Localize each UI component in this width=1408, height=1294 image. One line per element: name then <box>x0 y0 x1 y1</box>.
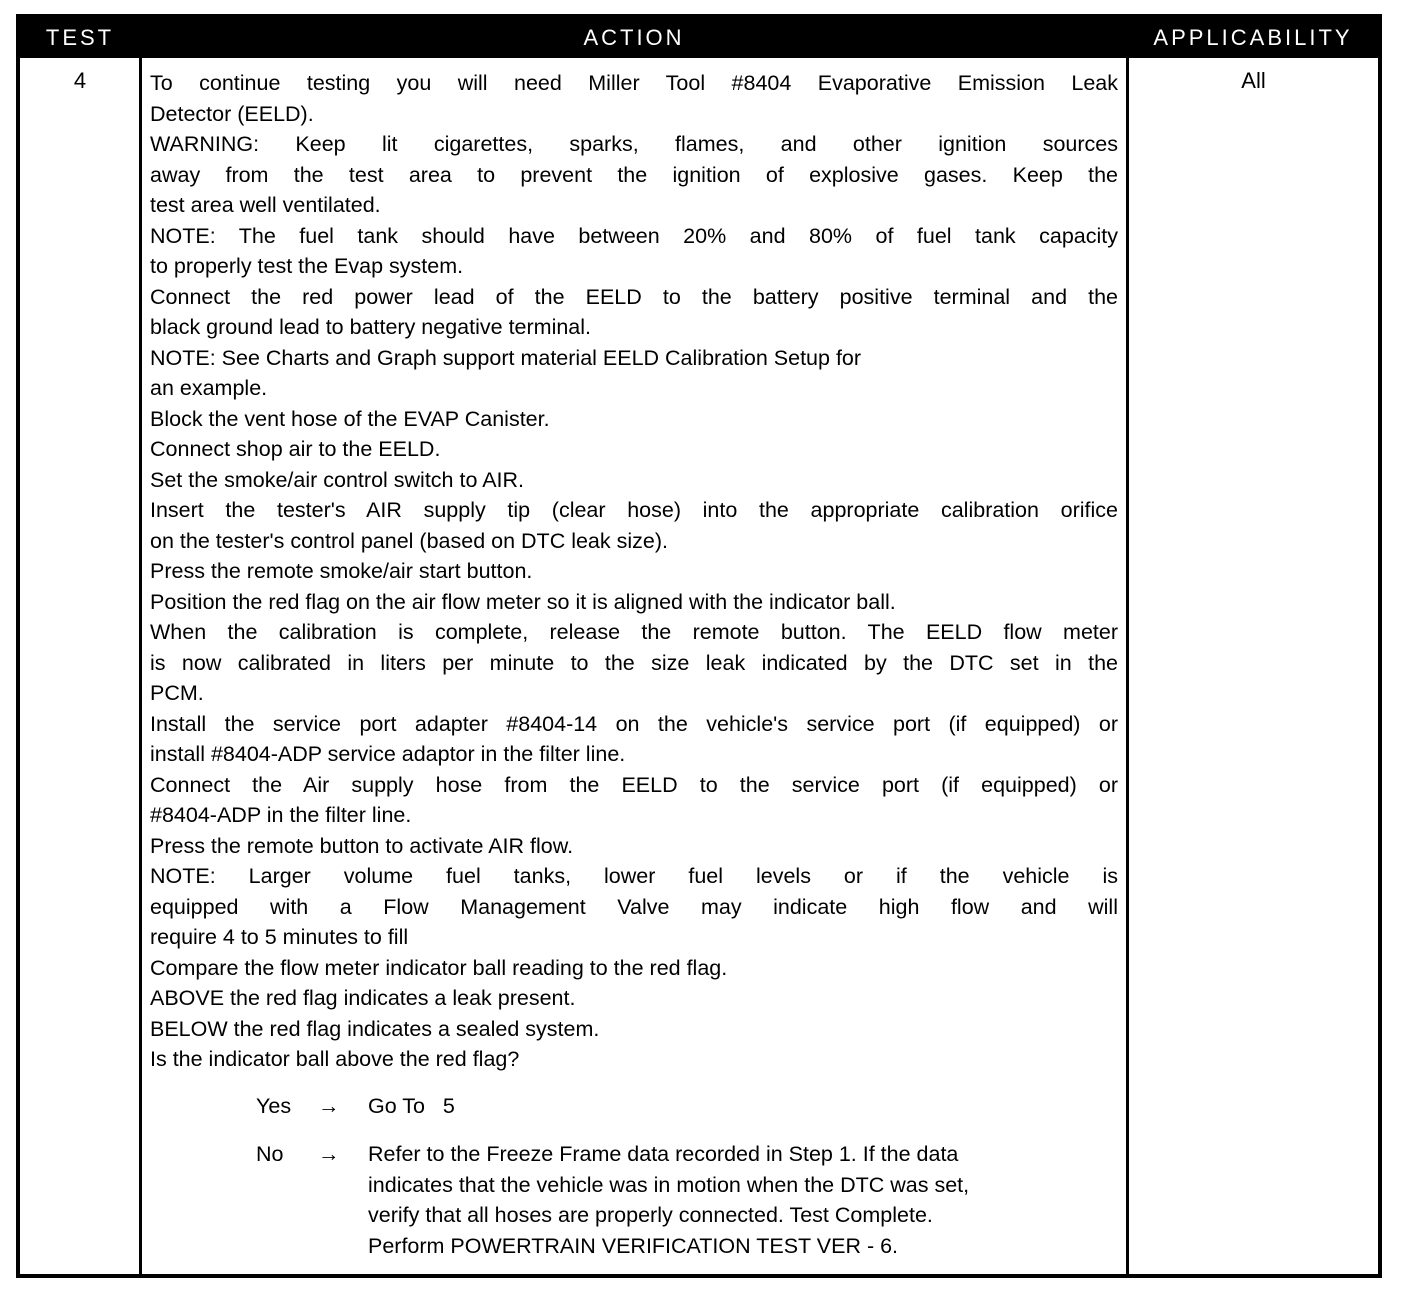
action-line: NOTE: See Charts and Graph support material EELD Calibration Setup for <box>150 345 862 370</box>
action-cell <box>150 68 1118 1279</box>
answer-text <box>368 1091 1118 1122</box>
action-line: black ground lead to battery negative terminal. <box>150 315 592 339</box>
action-line: Press the remote button to activate AIR flow. <box>150 833 574 858</box>
action-line: Connect the Air supply hose from the EELD to the service port (if equipped) or <box>150 772 1118 797</box>
answer-text <box>368 1139 1118 1261</box>
answer-yes <box>150 1091 1118 1122</box>
answer-branches <box>150 1091 1118 1262</box>
answer-line: Refer to the Freeze Frame data recorded in Step 1. If the data <box>368 1142 959 1166</box>
answer-label: Yes <box>256 1093 292 1118</box>
column-divider <box>1126 58 1129 1274</box>
diagnostic-test-table <box>16 14 1382 1278</box>
action-line: install #8404-ADP service adaptor in the filter line. <box>150 742 626 766</box>
action-line: Block the vent hose of the EVAP Canister. <box>150 406 550 431</box>
header-action: ACTION <box>583 25 685 50</box>
action-line: BELOW the red flag indicates a sealed system. <box>150 1016 600 1041</box>
action-line: Set the smoke/air control switch to AIR. <box>150 467 525 492</box>
answer-no <box>150 1139 1118 1261</box>
header-test: TEST <box>45 25 115 50</box>
action-line: Install the service port adapter #8404-14 on the vehicle's service port (if equipped) or <box>150 711 1118 736</box>
action-line: to properly test the Evap system. <box>150 254 464 278</box>
action-line: Connect shop air to the EELD. <box>150 437 441 461</box>
column-divider <box>139 58 142 1274</box>
test-number: 4 <box>73 68 87 93</box>
action-line: NOTE: Larger volume fuel tanks, lower fuel levels or if the vehicle is <box>150 864 1118 888</box>
action-line: is now calibrated in liters per minute to the size leak indicated by the DTC set in the <box>150 650 1118 675</box>
action-line: test area well ventilated. <box>150 193 381 217</box>
answer-line: Go To 5 <box>368 1093 455 1118</box>
action-line: on the tester's control panel (based on DTC leak size). <box>150 528 668 553</box>
action-line: Position the red flag on the air flow meter so it is aligned with the indicator ball. <box>150 589 896 614</box>
action-line: Connect the red power lead of the EELD to the battery positive terminal and the <box>150 284 1118 309</box>
action-line: PCM. <box>150 681 204 705</box>
action-line: WARNING: Keep lit cigarettes, sparks, flames, and other ignition sources <box>150 132 1118 156</box>
header-applicability: APPLICABILITY <box>1153 25 1353 50</box>
action-line: Detector (EELD). <box>150 101 314 126</box>
action-line: Press the remote smoke/air start button. <box>150 559 533 583</box>
answer-line: verify that all hoses are properly connected. Test Complete. <box>368 1203 933 1227</box>
action-line: ABOVE the red flag indicates a leak present. <box>150 986 576 1010</box>
action-line: #8404-ADP in the filter line. <box>150 803 412 827</box>
action-line: To continue testing you will need Miller Tool #8404 Evaporative Emission Leak <box>150 71 1118 95</box>
arrow-right-icon: → <box>318 1142 340 1166</box>
answer-label: No <box>256 1142 284 1166</box>
action-line: equipped with a Flow Management Valve may indicate high flow and will <box>150 894 1118 919</box>
applicability-value: All <box>1241 68 1266 93</box>
action-line: When the calibration is complete, release the remote button. The EELD flow meter <box>150 620 1118 644</box>
action-line: require 4 to 5 minutes to fill <box>150 925 409 949</box>
action-line: NOTE: The fuel tank should have between 20% and 80% of fuel tank capacity <box>150 223 1118 248</box>
answer-line: Perform POWERTRAIN VERIFICATION TEST VER - 6. <box>368 1233 899 1258</box>
action-line: away from the test area to prevent the ignition of explosive gases. Keep the <box>150 162 1118 187</box>
action-line: Is the indicator ball above the red flag? <box>150 1047 520 1071</box>
action-line: an example. <box>150 376 268 400</box>
action-instructions <box>150 68 1118 1075</box>
action-line: Compare the flow meter indicator ball reading to the red flag. <box>150 955 728 980</box>
arrow-right-icon: → <box>318 1093 340 1118</box>
action-line: Insert the tester's AIR supply tip (clear hose) into the appropriate calibration orifice <box>150 498 1118 522</box>
table-header-row <box>20 18 1378 58</box>
answer-line: indicates that the vehicle was in motion when the DTC was set, <box>368 1172 970 1197</box>
